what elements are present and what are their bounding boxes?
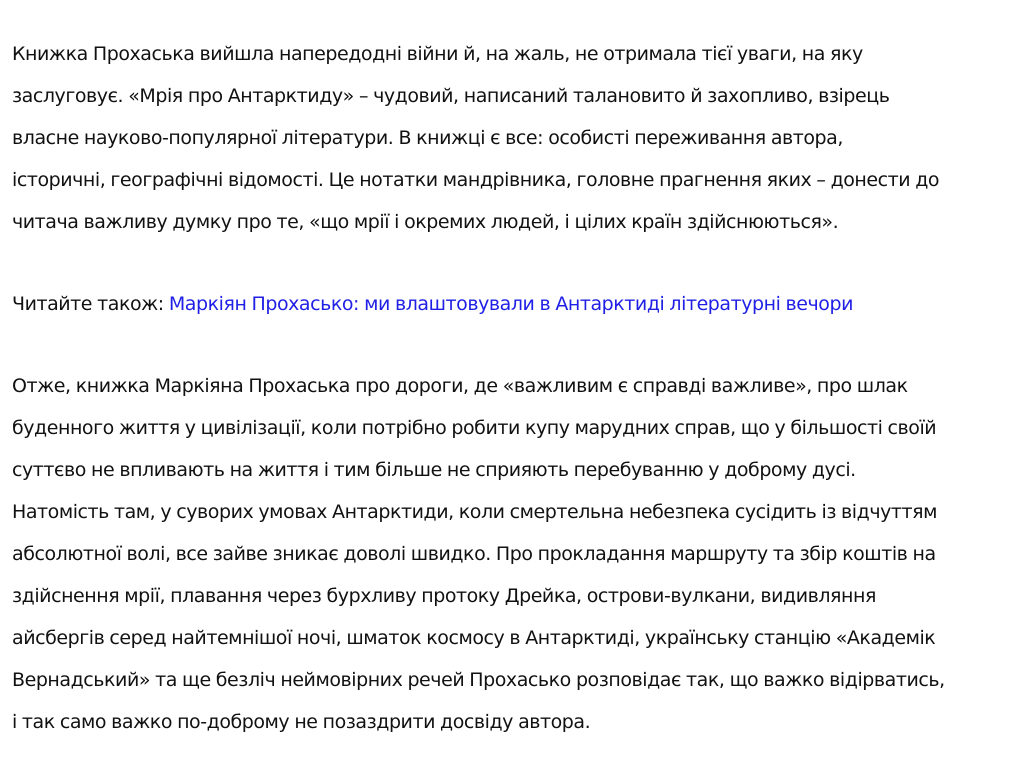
paragraph-line: здійснення мрії, плавання через бурхливу протоку Дрейка, острови-вулкани, видивляння bbox=[12, 585, 876, 607]
paragraph-line: читача важливу думку про те, «що мрії і окремих людей, і цілих країн здійснюються». bbox=[12, 211, 839, 233]
paragraph-line: Отже, книжка Маркіяна Прохаська про дороги, де «важливим є справді важливе», про шлак bbox=[12, 375, 908, 397]
paragraph-line: суттєво не впливають на життя і тим більше не сприяють перебуванню у доброму дусі. bbox=[12, 459, 856, 481]
paragraph-line: Натомість там, у суворих умовах Антарктиди, коли смертельна небезпека сусідить із відчуттям bbox=[12, 501, 937, 523]
paragraph-line: власне науково-популярної літератури. В книжці є все: особисті переживання автора, bbox=[12, 127, 843, 149]
paragraph-line: Вернадський» та ще безліч неймовірних речей Прохасько розповідає так, що важко відірватись, bbox=[12, 669, 945, 691]
paragraph-line: буденного життя у цивілізації, коли потрібно робити купу марудних справ, що у більшості своїй bbox=[12, 417, 937, 439]
paragraph-line: абсолютної волі, все зайве зникає доволі швидко. Про прокладання маршруту та збір коштів на bbox=[12, 543, 936, 565]
read-also-label: Читайте також: bbox=[12, 293, 169, 315]
paragraph-line: і так само важко по-доброму не позаздрити досвіду автора. bbox=[12, 711, 591, 733]
paragraph-intro bbox=[12, 33, 1020, 243]
paragraph-line: заслуговує. «Мрія про Антарктиду» – чудовий, написаний талановито й захопливо, взірець bbox=[12, 85, 890, 107]
paragraph-main bbox=[12, 365, 1020, 743]
paragraph-line: Книжка Прохаська вийшла напередодні війни й, на жаль, не отримала тієї уваги, на яку bbox=[12, 43, 863, 65]
paragraph-spacer bbox=[12, 325, 1020, 365]
read-also-link[interactable]: Маркіян Прохасько: ми влаштовували в Антарктиді літературні вечори bbox=[168, 293, 853, 315]
article-body bbox=[12, 33, 1020, 743]
paragraph-line: історичні, географічні відомості. Це нотатки мандрівника, головне прагнення яких – донести до bbox=[12, 169, 940, 191]
paragraph-spacer bbox=[12, 243, 1020, 283]
read-also bbox=[12, 283, 1020, 325]
read-also-line bbox=[12, 283, 1020, 325]
paragraph-line: айсбергів серед найтемнішої ночі, шматок космосу в Антарктиді, українську станцію «Академік bbox=[12, 627, 936, 649]
